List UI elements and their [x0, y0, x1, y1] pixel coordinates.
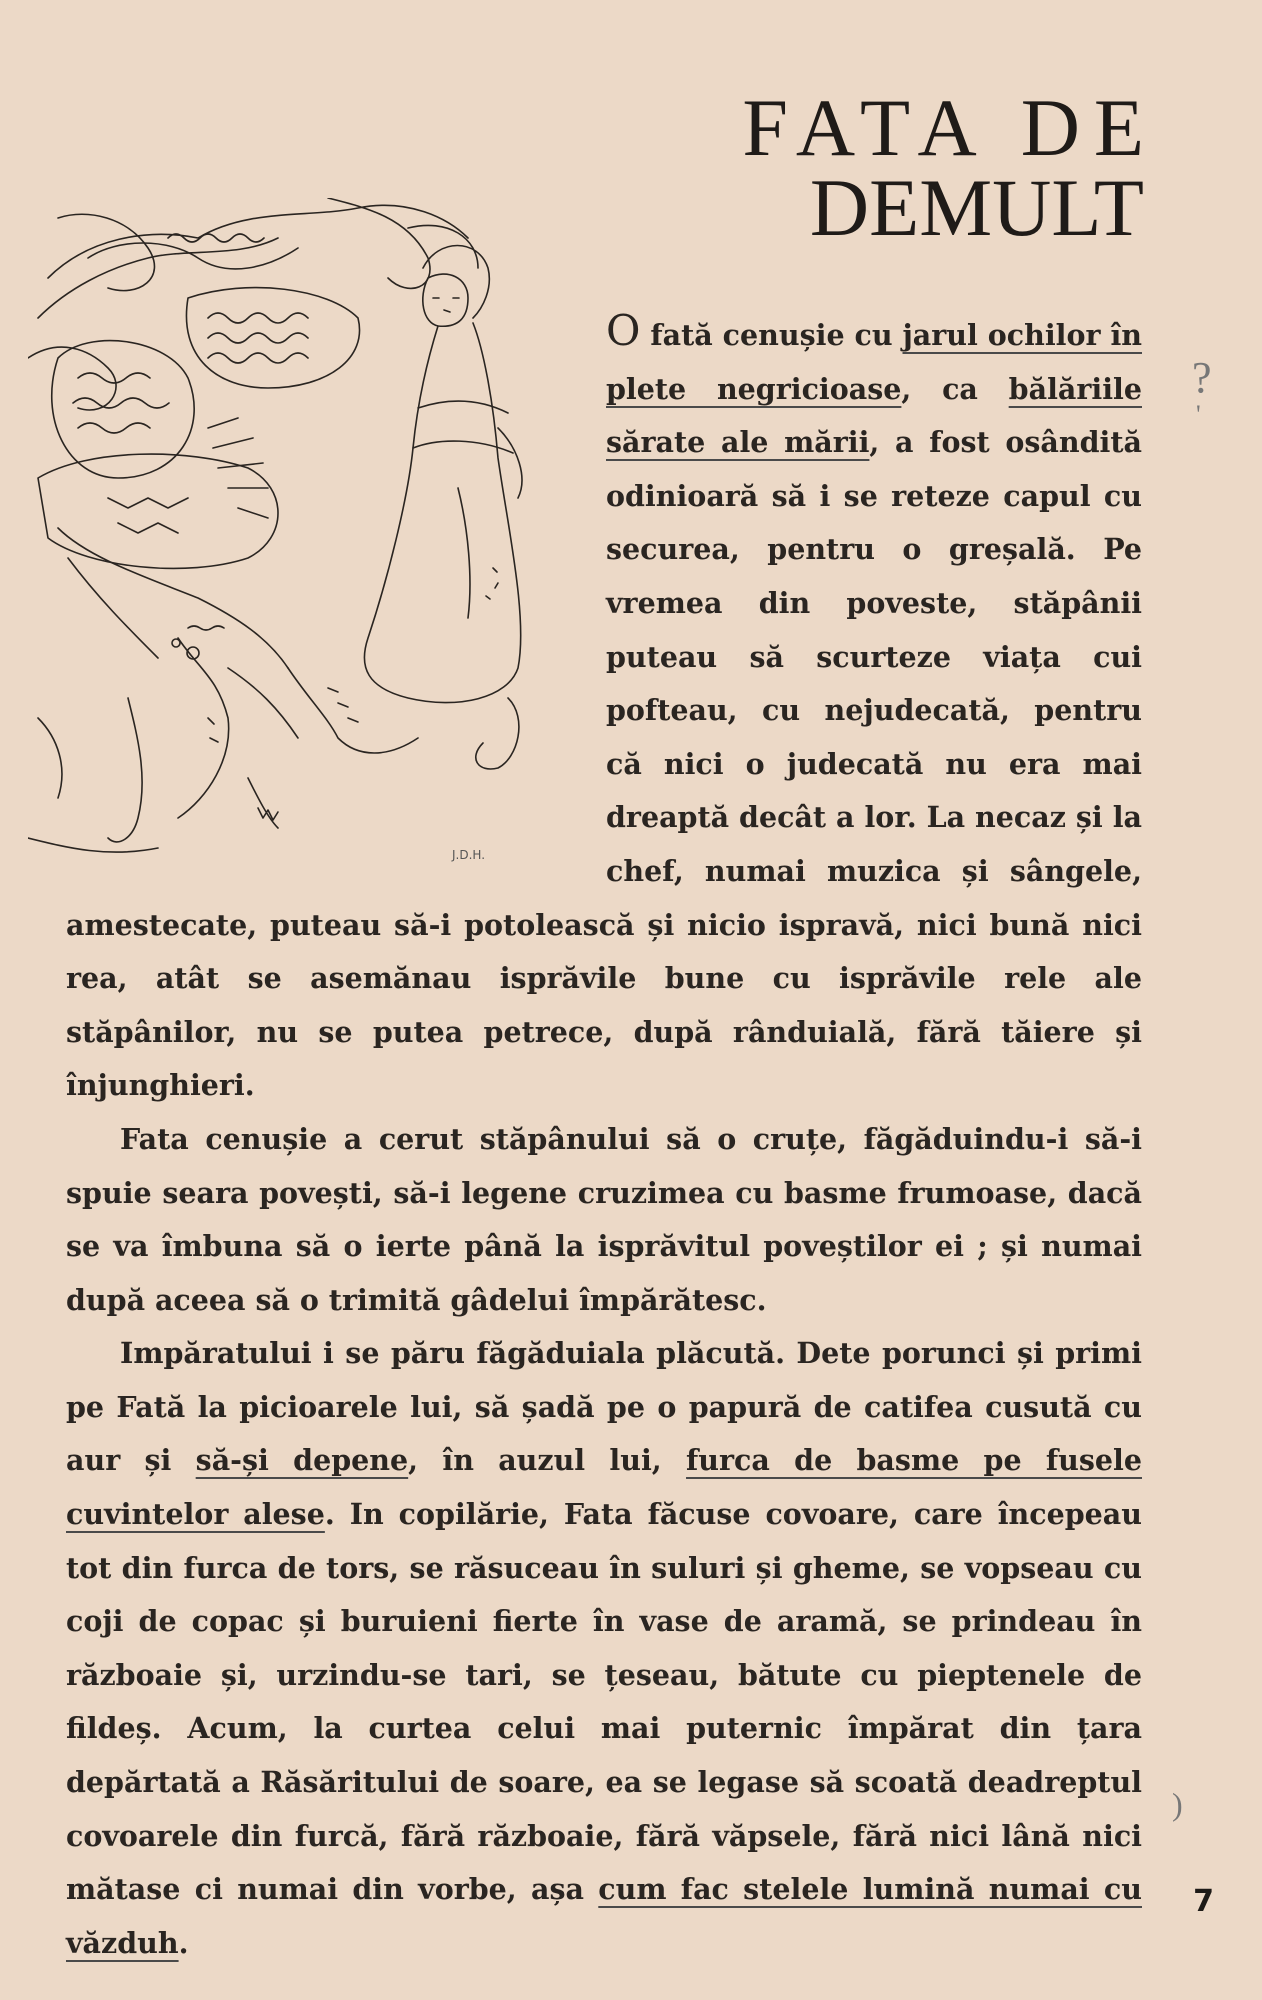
- paragraph-1-text: , ca: [901, 371, 1009, 406]
- margin-question-mark: ?: [1192, 353, 1212, 402]
- illustration-wrap-space: [66, 304, 606, 872]
- title-line-2: DEMULT: [809, 162, 1144, 253]
- underlined-phrase: bălăriile sărate ale mării: [606, 371, 1142, 460]
- paragraph-2: Fata cenușie a cerut stăpânului să o cruțe, făgăduindu-i să-i spuie seara povești, să-i legene cruzimea cu basme frumoase, dacă se va îmbuna să o ierte până la isprăvitul poveștilor ei ; și numai după aceea să o trimită gâdelui împărătesc.: [66, 1121, 1142, 1317]
- story-text: [66, 304, 1142, 1970]
- underlined-phrase: să-și depene: [195, 1443, 409, 1478]
- artist-signature: J.D.H.: [452, 848, 486, 862]
- underlined-phrase: jarul ochilor în plete negricioase: [606, 318, 1142, 406]
- margin-tick-mark: ': [1196, 400, 1201, 429]
- paragraph-3-text: , în auzul lui,: [408, 1443, 687, 1478]
- title-line-1: FATA DE: [742, 82, 1158, 173]
- paragraph-3-text: . In copilărie, Fata făcuse covoare, care începeau tot din furca de tors, se răsuceau în suluri și gheme, se vopseau cu coji de copac și buruieni fierte în vase de aramă, se prindeau în războaie și, urzindu-se tari, se țeseau, bătute cu pieptenele de fildeș. Acum, la curtea celui mai puternic împărat din țara depărtată a Răsăritului de soare, ea se legase să scoată deadreptul covoarele din furcă, fără războaie, fără văpsele, fără nici lână nici mătase ci numai din vorbe, așa: [66, 1497, 1142, 1907]
- paragraph-1-text: fată cenușie cu: [640, 318, 903, 352]
- paragraph-3-text: Impăratului i se păru făgăduiala plăcută. Dete porunci și primi pe Fată la picioarele lui, să șadă pe o papură de catifea cusută cu aur și: [66, 1336, 1142, 1478]
- paragraph-3-text: .: [178, 1925, 189, 1960]
- paragraph-3: [66, 1327, 1142, 1970]
- page-number: 7: [1193, 1884, 1214, 1919]
- margin-paren-mark: ): [1172, 1786, 1183, 1822]
- underlined-phrase: furca de basme pe fusele cuvintelor alese: [66, 1443, 1142, 1532]
- underlined-phrase: cum fac stelele lumină numai cu văzduh: [66, 1872, 1142, 1960]
- paragraph-1-text: , a fost osândită odinioară să i se reteze capul cu securea, pentru o greșală. Pe vremea din poveste, stăpânii puteau să scurteze viața cui pofteau, cu nejudecată, pentru că nici o judecată nu era mai dreaptă decât a lor. La necaz și la chef, numai muzica și sângele, amestecate, puteau să-i potolească și nicio ispravă, nici bună nici rea, atât se asemănau isprăvile bune cu isprăvile rele ale stăpânilor, nu se putea petrece, după rânduială, fără tăiere și înjunghieri.: [66, 425, 1142, 1103]
- drop-cap: O: [606, 306, 641, 355]
- page-title: [742, 82, 1158, 253]
